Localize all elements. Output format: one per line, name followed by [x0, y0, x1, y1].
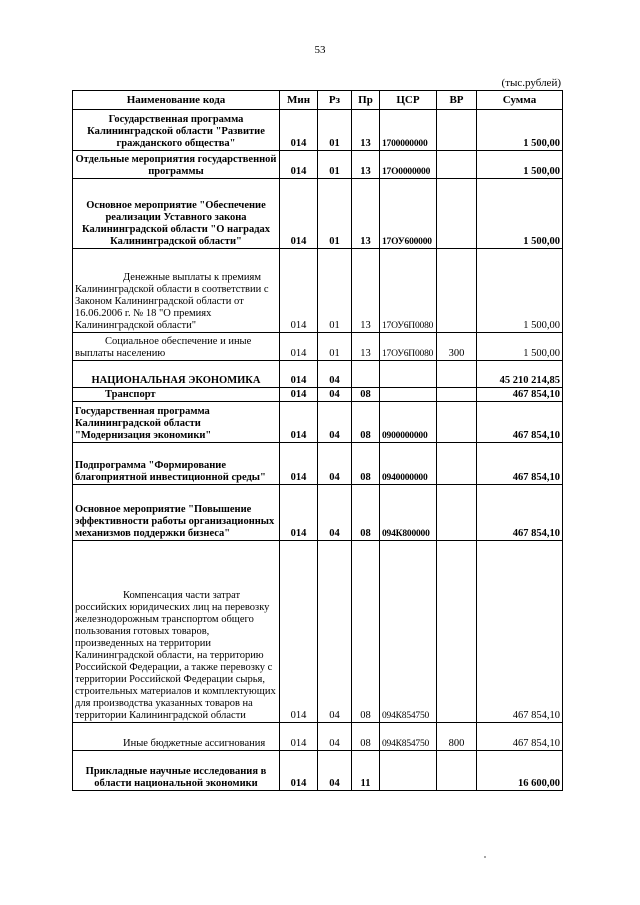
row-csr: 17О0000000 — [380, 151, 437, 179]
row-min: 014 — [280, 249, 318, 333]
header-pr: Пр — [352, 91, 380, 110]
row-min: 014 — [280, 333, 318, 361]
row-name: Отдельные мероприятия государственной программы — [73, 151, 280, 179]
row-vr — [437, 179, 477, 249]
row-csr — [380, 751, 437, 791]
budget-table — [72, 90, 563, 791]
row-csr: 17ОУ6П0080 — [380, 333, 437, 361]
row-min: 014 — [280, 541, 318, 723]
row-sum: 467 854,10 — [477, 388, 563, 402]
row-min: 014 — [280, 151, 318, 179]
row-csr — [380, 361, 437, 388]
row-rz: 04 — [318, 751, 352, 791]
row-pr: 08 — [352, 541, 380, 723]
row-rz: 04 — [318, 443, 352, 485]
row-name: Прикладные научные исследования в области национальной экономики — [73, 751, 280, 791]
row-name — [73, 541, 280, 723]
row-pr: 08 — [352, 723, 380, 751]
row-vr — [437, 249, 477, 333]
row-vr — [437, 443, 477, 485]
row-sum: 1 500,00 — [477, 151, 563, 179]
page-number: 53 — [314, 44, 326, 56]
table-row — [73, 388, 563, 402]
table-row — [73, 443, 563, 485]
row-csr: 094К854750 — [380, 723, 437, 751]
units-label: (тыс.рублей) — [501, 77, 561, 89]
table-row — [73, 723, 563, 751]
row-rz: 04 — [318, 388, 352, 402]
row-rz: 04 — [318, 361, 352, 388]
row-min: 014 — [280, 179, 318, 249]
scan-speck — [484, 856, 486, 858]
header-csr: ЦСР — [380, 91, 437, 110]
table-row — [73, 751, 563, 791]
row-rz: 04 — [318, 541, 352, 723]
row-sum: 1 500,00 — [477, 110, 563, 151]
row-min: 014 — [280, 388, 318, 402]
table-row — [73, 179, 563, 249]
row-name-text: Компенсация части затрат российских юридических лиц на перевозку железнодорожным транспортом общего пользования готовых товаров, произведенных на территории Калининградской области, на территорию Российской Федерации, а также перевозку с территории Российской Федерации сырья, строительных материалов и комплектующих для производства указанных товаров на территории Калининградской области — [75, 590, 276, 721]
table-row — [73, 402, 563, 443]
row-rz: 04 — [318, 723, 352, 751]
table-row — [73, 541, 563, 723]
row-vr: 300 — [437, 333, 477, 361]
row-name: Государственная программа Калининградской области "Модернизация экономики" — [73, 402, 280, 443]
row-name — [73, 723, 280, 751]
row-min: 014 — [280, 485, 318, 541]
table-row — [73, 110, 563, 151]
row-sum: 467 854,10 — [477, 402, 563, 443]
row-sum: 467 854,10 — [477, 443, 563, 485]
row-sum: 467 854,10 — [477, 723, 563, 751]
row-sum: 1 500,00 — [477, 249, 563, 333]
row-name — [73, 388, 280, 402]
row-min: 014 — [280, 723, 318, 751]
row-vr — [437, 402, 477, 443]
row-name-text: Иные бюджетные ассигнования — [123, 738, 266, 749]
row-min: 014 — [280, 110, 318, 151]
row-pr: 13 — [352, 333, 380, 361]
row-sum: 1 500,00 — [477, 333, 563, 361]
row-csr — [380, 388, 437, 402]
table-header-row — [73, 91, 563, 110]
row-vr — [437, 151, 477, 179]
row-name — [73, 249, 280, 333]
row-csr: 17ОУ6П0080 — [380, 249, 437, 333]
row-name-text: Денежные выплаты к премиям Калининградской области в соответствии с Законом Калининградской области от 16.06.2006 г. № 18 "О премиях Калининградской области" — [75, 272, 269, 331]
row-min: 014 — [280, 361, 318, 388]
row-vr — [437, 541, 477, 723]
row-csr: 0900000000 — [380, 402, 437, 443]
table-row — [73, 151, 563, 179]
row-vr — [437, 751, 477, 791]
row-name-text: Социальное обеспечение и иные выплаты населению — [75, 336, 252, 359]
table-row — [73, 485, 563, 541]
row-min: 014 — [280, 443, 318, 485]
row-vr: 800 — [437, 723, 477, 751]
row-csr: 094К854750 — [380, 541, 437, 723]
header-min: Мин — [280, 91, 318, 110]
row-min: 014 — [280, 402, 318, 443]
row-pr: 11 — [352, 751, 380, 791]
row-rz: 01 — [318, 333, 352, 361]
row-rz: 01 — [318, 110, 352, 151]
row-vr — [437, 361, 477, 388]
header-vr: ВР — [437, 91, 477, 110]
row-rz: 01 — [318, 249, 352, 333]
row-rz: 04 — [318, 402, 352, 443]
row-sum: 16 600,00 — [477, 751, 563, 791]
row-csr: 17ОУ600000 — [380, 179, 437, 249]
row-pr — [352, 361, 380, 388]
row-pr: 13 — [352, 249, 380, 333]
row-sum: 45 210 214,85 — [477, 361, 563, 388]
row-min: 014 — [280, 751, 318, 791]
row-pr: 13 — [352, 179, 380, 249]
row-sum: 467 854,10 — [477, 541, 563, 723]
header-sum: Сумма — [477, 91, 563, 110]
row-csr: 1700000000 — [380, 110, 437, 151]
row-pr: 08 — [352, 443, 380, 485]
row-name — [73, 333, 280, 361]
row-pr: 08 — [352, 388, 380, 402]
row-name: Основное мероприятие "Обеспечение реализации Уставного закона Калининградской области "О наградах Калининградской области" — [73, 179, 280, 249]
row-rz: 04 — [318, 485, 352, 541]
row-rz: 01 — [318, 179, 352, 249]
row-sum: 467 854,10 — [477, 485, 563, 541]
row-name: Основное мероприятие "Повышение эффективности работы организационных механизмов поддержки бизнеса" — [73, 485, 280, 541]
row-pr: 08 — [352, 485, 380, 541]
row-pr: 13 — [352, 151, 380, 179]
header-rz: Рз — [318, 91, 352, 110]
table-row — [73, 249, 563, 333]
row-name: Государственная программа Калининградской области "Развитие гражданского общества" — [73, 110, 280, 151]
row-vr — [437, 110, 477, 151]
row-pr: 13 — [352, 110, 380, 151]
row-vr — [437, 485, 477, 541]
row-sum: 1 500,00 — [477, 179, 563, 249]
row-vr — [437, 388, 477, 402]
header-name: Наименование кода — [73, 91, 280, 110]
row-name: НАЦИОНАЛЬНАЯ ЭКОНОМИКА — [73, 361, 280, 388]
row-csr: 0940000000 — [380, 443, 437, 485]
row-name: Подпрограмма "Формирование благоприятной инвестиционной среды" — [73, 443, 280, 485]
row-name-text: Транспорт — [105, 389, 156, 400]
row-pr: 08 — [352, 402, 380, 443]
table-row — [73, 333, 563, 361]
row-rz: 01 — [318, 151, 352, 179]
table-row — [73, 361, 563, 388]
row-csr: 094К800000 — [380, 485, 437, 541]
